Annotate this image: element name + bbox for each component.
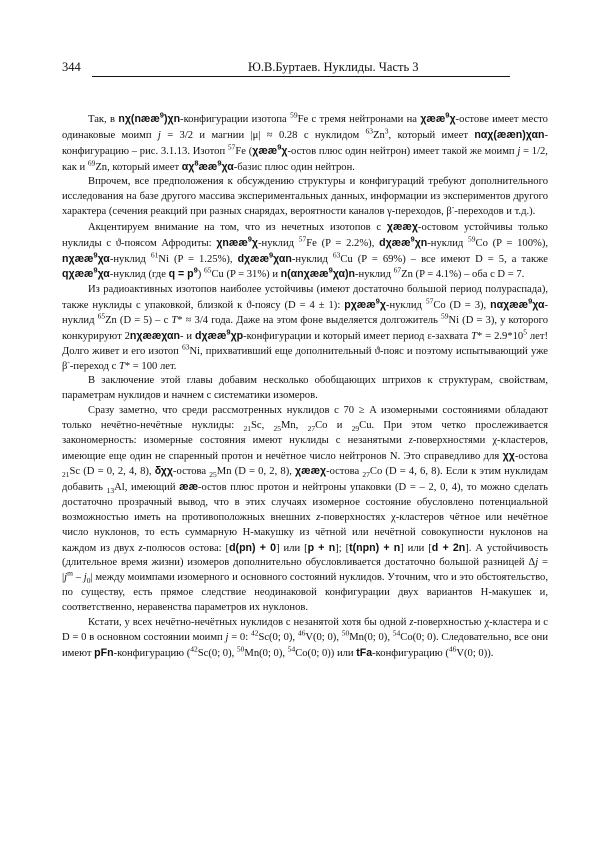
paragraph: Сразу заметно, что среди рассмотренных нуклидов с 70 ≥ A изомерными состояниями обладают только нечётно-нечётные нуклиды: $_{21}$Sc, $_{25}$Mn, $_{27}$Co и $_{29}$Cu. При этом четко прослеживается закономерность: изомерные состояния имеют нуклиды с незанятыми z-поверхностями χ-кластеров, имеющие еще один не спаренный протон и нечётное число нейтронов N. Это справедливо для χχ-остова $_{21}$Sc (D = 0, 2, 4, 8), δχχ-остова $_{25}$Mn (D = 0, 2, 8), χææχ-остова $_{27}$Co (D = 4, 6, 8). Если к этим нуклидам добавить $_{13}$Al, имеющий ææ-остов плюс протон и нейтроны упаковки (D = – 2, 0, 4), то можно сделать достаточно прозрачный вывод, что в этих случаях изомерное состояние обусловлено потенциальной возможностью иметь на противоположных внешних z-поверхностях χ-кластеров чётное или нечётное число нуклонов, то есть суммарную H-макушку из чётной или нечётной совокупности нуклонов на каждом из двух z-полюсов остова: [d(pn) + 0] или [p + n]; [t(npn) + n] или [d + 2n]. А устойчивость (длительное время жизни) изомеров дополнительно обусловливается достаточно большой разницей $\Delta j = |j^m - j_0|$ между моимпами изомерного и основного состояний нуклидов. Уточним, что и это обстоятельство, по существу, есть прямое следствие неодинаковой конфигурации двух вариантов H-макушек и, соответственно, неравенства параметров их нуклонов. <box>62 405 549 613</box>
paragraph: Так, в nχ(nææ$^9$)χn-конфигурации изотопа $^{59}$Fe с тремя нейтронами на χææ$^9$χ-остове имеет место одинаковые моимп j = 3/2 и магнии |μ| ≈ 0.28 с нуклидом $^{63}$Zn$^3$, который имеет nαχ(ææn)χαn-конфигурацию – рис. 3.1.13. Изотоп $^{57}$Fe (χææ$^9$χ-остов плюс один нейтрон) имеет такой же моимп j = 1/2, как и $^{69}$Zn, который имеет $\alpha\chi^8ææ^9\chi\alpha$-базис плюс один нейтрон. <box>62 110 548 173</box>
page-header <box>62 60 548 78</box>
paragraph: В заключение этой главы добавим несколько обобщающих штрихов к структурам, свойствам, параметрам нуклидов и начнем с систематики изомеров. <box>62 375 548 402</box>
body-text <box>62 112 548 661</box>
header-rule <box>92 76 510 77</box>
paragraph: Кстати, у всех нечётно-нечётных нуклидов с незанятой хотя бы одной z-поверхностью χ-кластера и с D = 0 в основном состоянии моимп j = 0: $^{42}$Sc(0; 0), $^{46}$V(0; 0), $^{50}$Mn(0; 0), $^{54}$Co(0; 0). Следовательно, все они имеют pFn-конфигурацию ($^{42}$Sc(0; 0), $^{50}$Mn(0; 0), $^{54}$Co(0; 0)) или tFa-конфигурацию ($^{46}$V(0; 0)). <box>62 616 548 659</box>
paragraph: Впрочем, все предположения к обсуждению структуры и конфигураций требуют дополнительного исследования на базе другого массива экспериментальных данных, информации из экспериментов другого характера (сечения реакций при разных снарядах, вероятности каналов γ-переходов, β--переходов и т.д.). <box>62 176 548 218</box>
page-number: 344 <box>62 60 81 74</box>
paragraph: Из радиоактивных изотопов наиболее устойчивы (имеют достаточно большой период полураспада), также нуклиды с упаковкой, близкой к ϑ-поясу (D = 4 ± 1): pχææ$^9$χ-нуклид $^{57}$Co (D = 3), nαχææ$^9$χα-нуклид $^{65}$Zn (D = 5) – с T* ≈ 3/4 года. Даже на этом фоне выделяется долгожитель $^{59}$Ni (D = 3), у которого конкурируют 2nχææχαn- и dχææ$^9$χp-конфигурации и который имеет период ε-захвата $T* = 2.9*10^5$ лет! Долго живет и его изотоп $^{63}$Ni, прихвативший еще дополнительный ϑ-пояс и поэтому испытывающий уже β--переход с T* = 100 лет. <box>62 284 549 372</box>
running-title: Ю.В.Буртаев. Нуклиды. Часть 3 <box>248 60 419 74</box>
paragraph: Акцентируем внимание на том, что из нечетных изотопов с χææχ-остовом устойчивы только нуклиды с ϑ-поясом Афродиты: χnææ$^9$χ-нуклид $^{57}$Fe (P = 2.2%), dχææ$^9$χn-нуклид $^{59}$Co (P = 100%), nχææ$^9$χα-нуклид $^{61}$Ni (P = 1.25%), dχææ$^9$χαn-нуклид $^{63}$Cu (P = 69%) – все имеют D = 5, а также qχææ$^9$χα-нуклид (где $q = p^9$) $^{65}$Cu (P = 31%) и n(αnχææ$^9$χα)n-нуклид $^{67}$Zn (P = 4.1%) – оба с D = 7. <box>62 220 548 281</box>
